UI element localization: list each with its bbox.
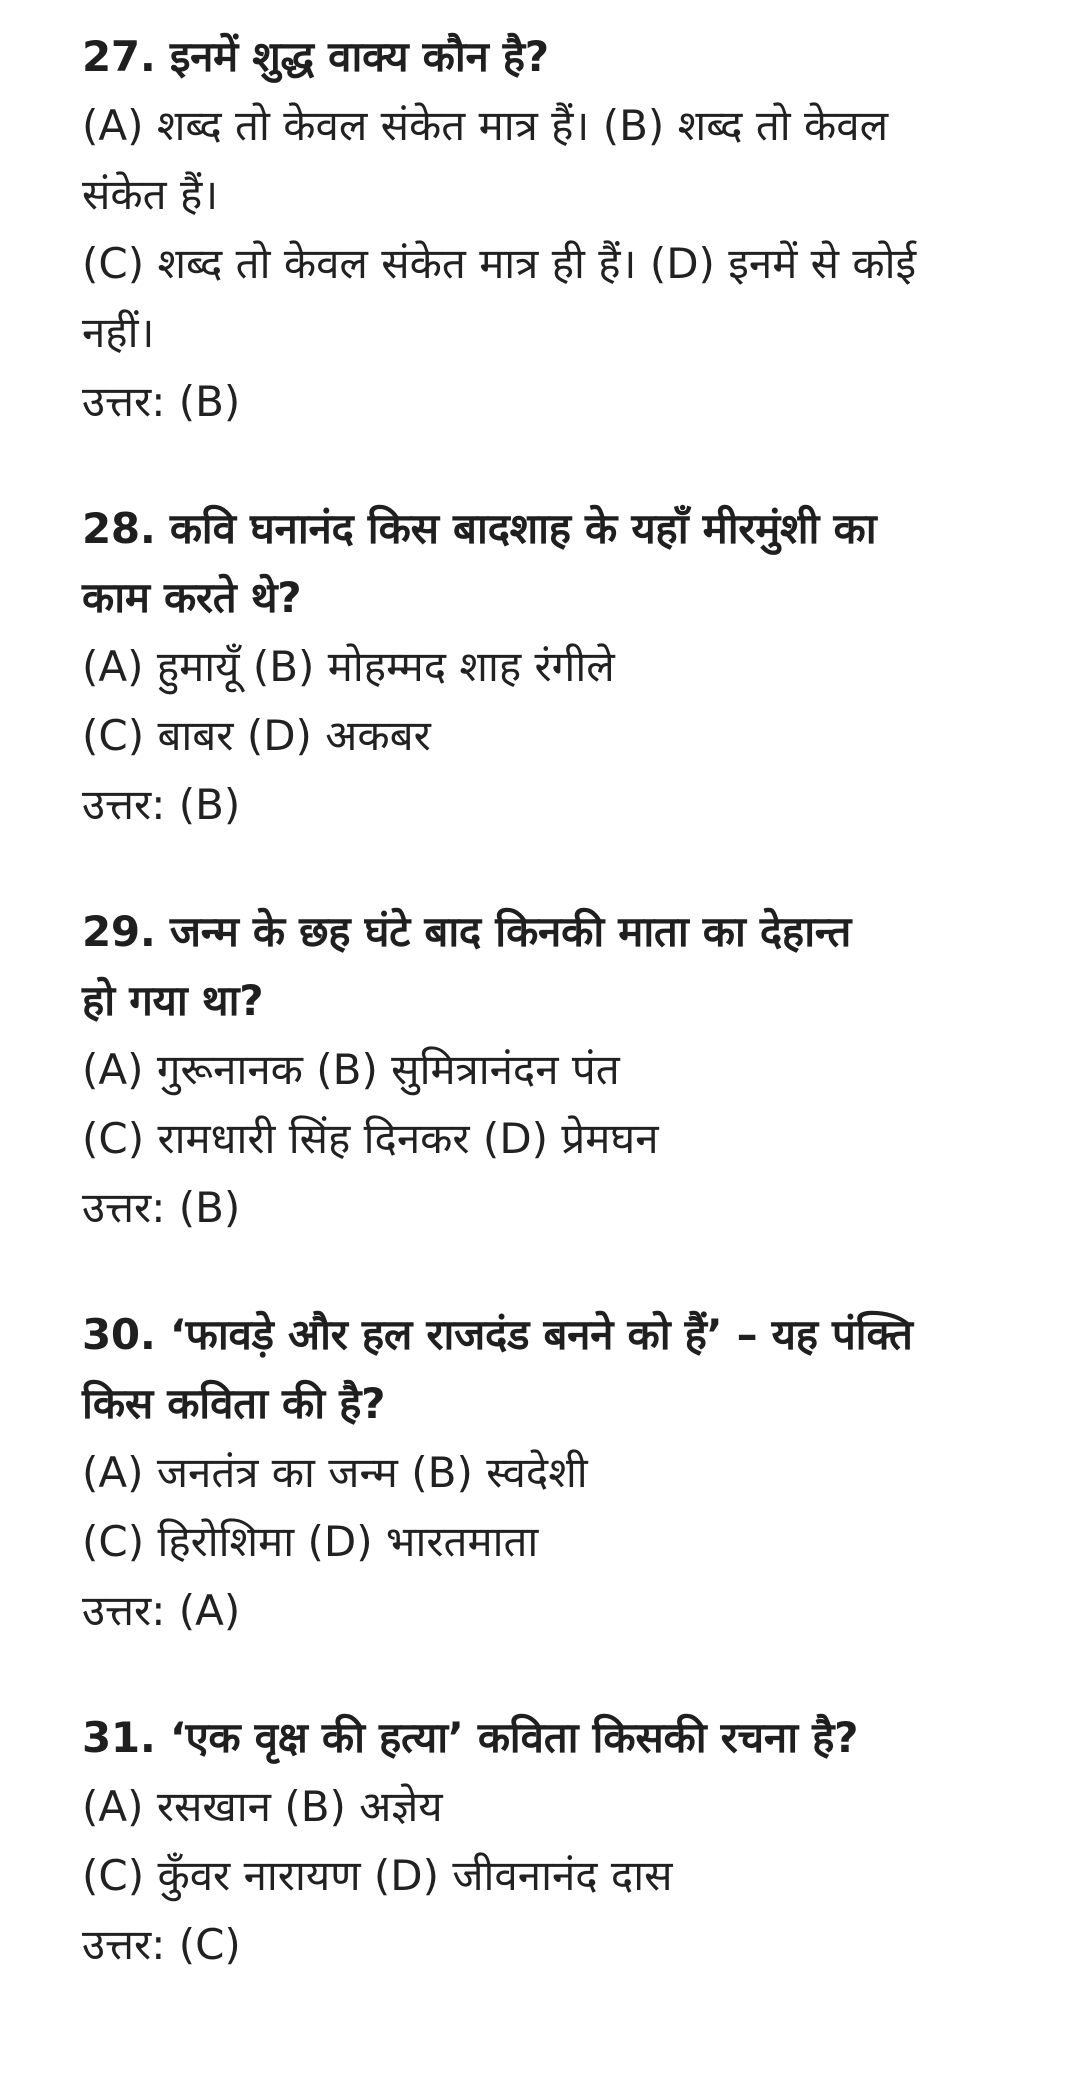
option-line: (A) रसखान (B) अज्ञेय [82,1782,443,1831]
question-block-27 [82,22,1015,436]
option-line: (A) गुरूनानक (B) सुमित्रानंदन पंत [82,1045,620,1094]
option-line: (A) शब्द तो केवल संकेत मात्र हैं। (B) शब्द तो केवल [82,101,889,150]
option-line: नहीं। [82,308,155,357]
question-text: 29. जन्म के छह घंटे बाद किनकी माता का देहान्त [82,907,852,956]
question-block-28 [82,494,1015,839]
question-block-29 [82,897,1015,1242]
question-text: काम करते थे? [82,573,302,622]
question-text: किस कविता की है? [82,1379,386,1428]
question-text: 30. ‘फावड़े और हल राजदंड बनने को हैं’ – यह पंक्ति [82,1310,913,1359]
option-line: (A) हुमायूँ (B) मोहम्मद शाह रंगीले [82,642,615,691]
option-line: (C) हिरोशिमा (D) भारतमाता [82,1517,539,1566]
option-line: (C) रामधारी सिंह दिनकर (D) प्रेमघन [82,1114,659,1163]
answer-text: उत्तर: (B) [82,1183,241,1232]
option-line: (A) जनतंत्र का जन्म (B) स्वदेशी [82,1448,588,1497]
question-text: 28. कवि घनानंद किस बादशाह के यहाँ मीरमुंशी का [82,504,877,553]
answer-text: उत्तर: (C) [82,1920,241,1969]
question-text: 27. इनमें शुद्ध वाक्य कौन है? [82,32,549,81]
answer-text: उत्तर: (B) [82,780,241,829]
option-line: (C) बाबर (D) अकबर [82,711,431,760]
question-text: 31. ‘एक वृक्ष की हत्या’ कविता किसकी रचना है? [82,1713,859,1762]
option-line: संकेत हैं। [82,170,219,219]
option-line: (C) कुँवर नारायण (D) जीवनानंद दास [82,1851,673,1900]
question-text: हो गया था? [82,976,264,1025]
answer-text: उत्तर: (A) [82,1586,241,1635]
question-block-31 [82,1703,1015,1979]
question-block-30 [82,1300,1015,1645]
option-line: (C) शब्द तो केवल संकेत मात्र ही हैं। (D) इनमें से कोई [82,239,917,288]
answer-text: उत्तर: (B) [82,377,241,426]
